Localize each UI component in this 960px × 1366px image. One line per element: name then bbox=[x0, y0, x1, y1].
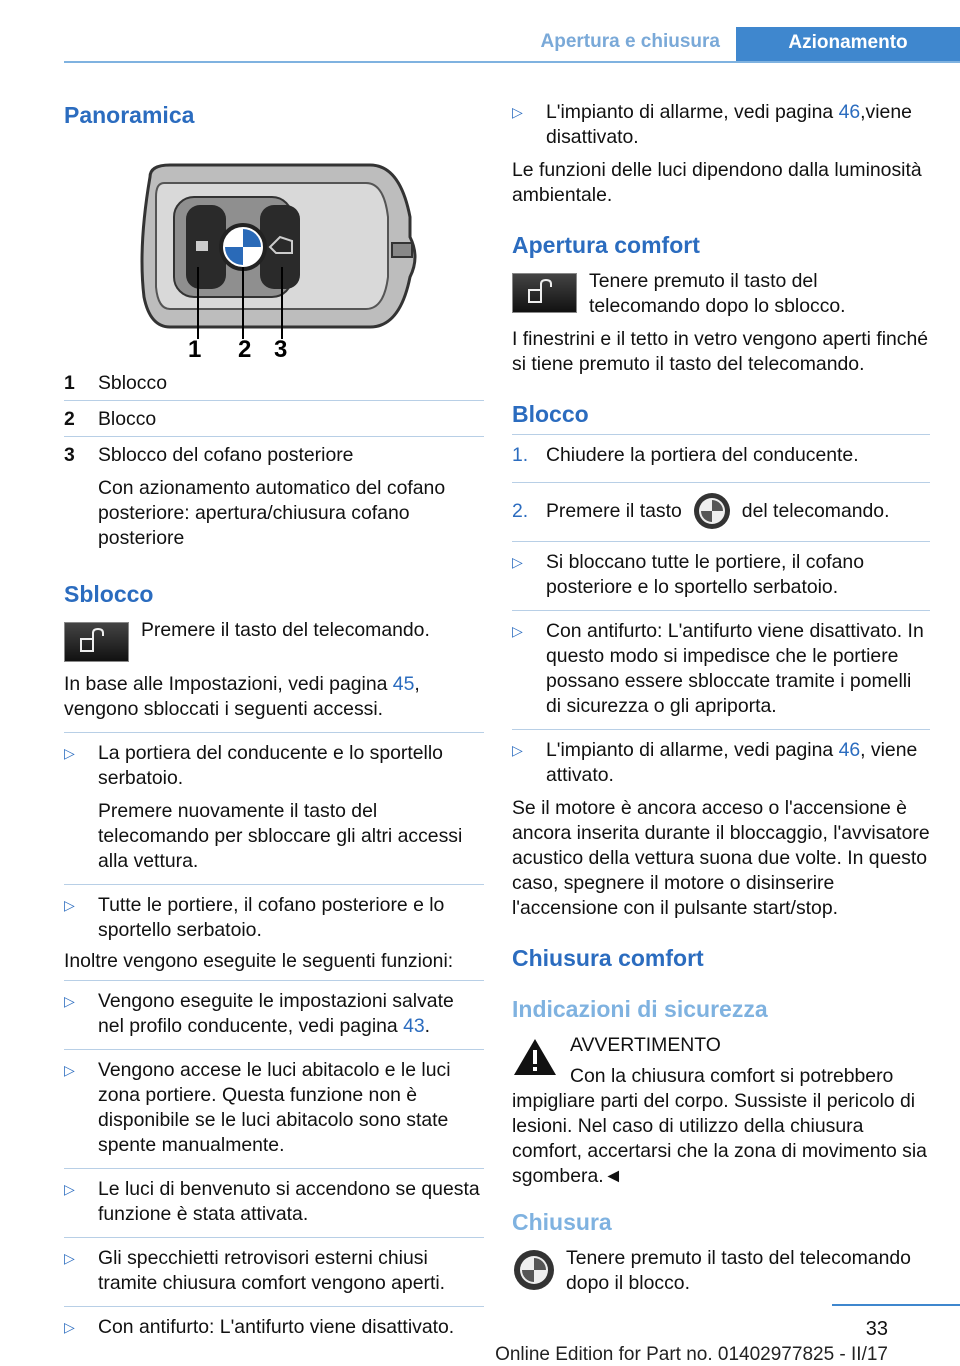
divider bbox=[64, 980, 484, 981]
page-number: 33 bbox=[865, 1318, 888, 1340]
list-item bbox=[64, 1246, 484, 1296]
step-num: 2. bbox=[512, 499, 529, 522]
sblocco-block bbox=[64, 618, 484, 668]
divider bbox=[64, 400, 484, 401]
impostazioni-text bbox=[64, 672, 484, 722]
list-item bbox=[512, 100, 930, 150]
bmw-roundel-icon bbox=[690, 491, 734, 531]
divider bbox=[512, 610, 930, 611]
apertura-comfort-title: Apertura comfort bbox=[512, 232, 700, 258]
list-item bbox=[64, 893, 484, 943]
warning-block bbox=[512, 1033, 930, 1189]
key-label-3: 3 bbox=[274, 336, 288, 357]
divider bbox=[64, 1168, 484, 1169]
legend-item-3 bbox=[64, 443, 484, 551]
divider bbox=[512, 541, 930, 542]
list-text: Vengono accese le luci abitacolo e le luci zona portiere. Questa funzione non è disponibile se le luci abitacolo sono state spente manualmente. bbox=[98, 1059, 451, 1156]
blocco-title: Blocco bbox=[512, 401, 589, 427]
bullet-icon: ▷ bbox=[64, 897, 75, 913]
list-item bbox=[512, 619, 930, 719]
legend-num: 3 bbox=[64, 444, 75, 466]
f1-pre: Vengono eseguite le impostazioni salvate nel profilo conducente, vedi pagina bbox=[98, 990, 454, 1037]
divider bbox=[64, 732, 484, 733]
list-text: Con antifurto: L'antifurto viene disattivato. bbox=[98, 1316, 455, 1338]
divider bbox=[512, 729, 930, 730]
list-subtext: Premere nuovamente il tasto del telecomando per sbloccare gli altri accessi alla vettura. bbox=[98, 800, 463, 872]
divider bbox=[512, 434, 930, 435]
active-tab: Azionamento bbox=[736, 27, 960, 61]
list-text: Si bloccano tutte le portiere, il cofano posteriore e lo sportello serbatoio. bbox=[546, 551, 864, 598]
warning-text: Con la chiusura comfort si potrebbero impigliare parti del corpo. Sussiste il pericolo di lesioni. Nel caso di utilizzo della chiusura comfort, accertarsi che la zona di movimento sia sgombera.◄ bbox=[512, 1065, 927, 1187]
apertura-text: Tenere premuto il tasto del telecomando dopo lo sblocco. bbox=[589, 270, 846, 317]
list-item bbox=[64, 741, 484, 874]
list-text: La portiera del conducente e lo sportello serbatoio. bbox=[98, 742, 443, 789]
warning-icon bbox=[512, 1037, 558, 1077]
overview-title: Panoramica bbox=[64, 102, 195, 128]
list-text: Le luci di benvenuto si accendono se questa funzione è stata attivata. bbox=[98, 1178, 480, 1225]
list-item bbox=[64, 1177, 484, 1227]
page-link-45[interactable]: 45 bbox=[392, 673, 415, 695]
list-text bbox=[98, 989, 484, 1039]
list-item bbox=[512, 738, 930, 788]
legend-text: Sblocco del cofano posteriore bbox=[98, 444, 354, 466]
divider bbox=[64, 1237, 484, 1238]
legend-text: Blocco bbox=[98, 408, 157, 430]
chiusura-comfort-title: Chiusura comfort bbox=[512, 945, 704, 971]
page-link-46[interactable]: 46 bbox=[838, 739, 861, 761]
divider bbox=[64, 884, 484, 885]
bullet-icon: ▷ bbox=[512, 104, 523, 120]
warning-label: AVVERTIMENTO bbox=[570, 1034, 721, 1056]
list-item bbox=[512, 550, 930, 600]
rb3-pre: L'impianto di allarme, vedi pagina bbox=[546, 739, 839, 761]
legend-num: 1 bbox=[64, 372, 75, 394]
luci-text: Le funzioni delle luci dipendono dalla luminosità ambientale. bbox=[512, 159, 922, 206]
f1-post: . bbox=[424, 1015, 431, 1037]
key-label-1: 1 bbox=[188, 336, 202, 357]
r1-post: ,viene disattivato. bbox=[546, 101, 912, 148]
right-column bbox=[512, 100, 930, 1296]
step-text bbox=[546, 491, 930, 531]
unlock-button-icon bbox=[512, 273, 577, 313]
list-item bbox=[64, 989, 484, 1039]
motore-text: Se il motore è ancora acceso o l'accensione è ancora inserita durante il bloccaggio, l'avvisatore acustico della vettura suona due volte. In questo caso, spegnere il motore o disinserire l'accensione con il pulsante start/stop. bbox=[512, 797, 930, 919]
sblocco-title: Sblocco bbox=[64, 581, 154, 607]
sblocco-text: Premere il tasto del telecomando. bbox=[141, 619, 430, 641]
footer-line bbox=[832, 1304, 960, 1306]
inoltre-text: Inoltre vengono eseguite le seguenti funzioni: bbox=[64, 950, 454, 972]
unlock-button-icon bbox=[64, 622, 129, 662]
apertura-block bbox=[512, 269, 930, 319]
list-text: Tutte le portiere, il cofano posteriore e lo sportello serbatoio. bbox=[98, 894, 445, 941]
divider bbox=[64, 1306, 484, 1307]
header-bar bbox=[64, 27, 960, 63]
legend-subtext: Con azionamento automatico del cofano posteriore: apertura/chiusura cofano posteriore bbox=[98, 477, 446, 549]
page-link-43[interactable]: 43 bbox=[403, 1015, 425, 1037]
step-num: 1. bbox=[512, 444, 529, 466]
impostazioni-pre: In base alle Impostazioni, vedi pagina bbox=[64, 673, 393, 695]
legend-text: Sblocco bbox=[98, 372, 167, 394]
bullet-icon: ▷ bbox=[512, 623, 523, 639]
finestrini-text: I finestrini e il tetto in vetro vengono aperti finché si tiene premuto il tasto del telecomando. bbox=[512, 328, 929, 375]
bullet-icon: ▷ bbox=[64, 1062, 75, 1078]
key-label-2: 2 bbox=[238, 336, 252, 357]
page-link-46[interactable]: 46 bbox=[838, 101, 861, 123]
chiusura-block bbox=[512, 1246, 930, 1296]
chiusura-text: Tenere premuto il tasto del telecomando dopo il blocco. bbox=[566, 1247, 911, 1294]
bullet-icon: ▷ bbox=[512, 742, 523, 758]
bullet-icon: ▷ bbox=[64, 1319, 75, 1335]
legend-item-2 bbox=[64, 407, 484, 432]
r1-pre: L'impianto di allarme, vedi pagina bbox=[546, 101, 839, 123]
o2-pre: Premere il tasto bbox=[546, 499, 682, 522]
legend-item-1 bbox=[64, 371, 484, 396]
step-text: Chiudere la portiera del conducente. bbox=[546, 444, 859, 466]
list-text bbox=[546, 738, 930, 788]
list-text: Gli specchietti retrovisori esterni chiusi tramite chiusura comfort vengono aperti. bbox=[98, 1247, 446, 1294]
rb3-post: , viene attivato. bbox=[546, 739, 918, 786]
bullet-icon: ▷ bbox=[64, 1181, 75, 1197]
impostazioni-post: , vengono sbloccati i seguenti accessi. bbox=[64, 673, 420, 720]
step-item bbox=[512, 491, 930, 531]
list-item bbox=[64, 1058, 484, 1158]
left-column bbox=[64, 96, 484, 1340]
step-item bbox=[512, 443, 930, 468]
legend-num: 2 bbox=[64, 408, 75, 430]
chiusura-title: Chiusura bbox=[512, 1209, 612, 1235]
divider bbox=[64, 1049, 484, 1050]
list-text bbox=[546, 100, 930, 150]
section-title: Apertura e chiusura bbox=[540, 31, 720, 52]
bullet-icon: ▷ bbox=[64, 993, 75, 1009]
bmw-roundel-icon bbox=[512, 1248, 556, 1292]
divider bbox=[64, 436, 484, 437]
sicurezza-title: Indicazioni di sicurezza bbox=[512, 996, 768, 1022]
o2-post: del telecomando. bbox=[741, 499, 890, 522]
key-fob-illustration bbox=[130, 157, 430, 357]
divider bbox=[512, 482, 930, 483]
bullet-icon: ▷ bbox=[64, 1250, 75, 1266]
list-text: Con antifurto: L'antifurto viene disattivato. In questo modo si impedisce che le portiere possano essere sbloccate tramite i pomelli di sicurezza o gli apriporta. bbox=[546, 620, 924, 717]
legend-body bbox=[98, 443, 484, 551]
edition-text: Online Edition for Part no. 01402977825 - II/17 bbox=[495, 1344, 888, 1365]
bullet-icon: ▷ bbox=[512, 554, 523, 570]
list-item bbox=[64, 1315, 484, 1340]
bullet-icon: ▷ bbox=[64, 745, 75, 761]
